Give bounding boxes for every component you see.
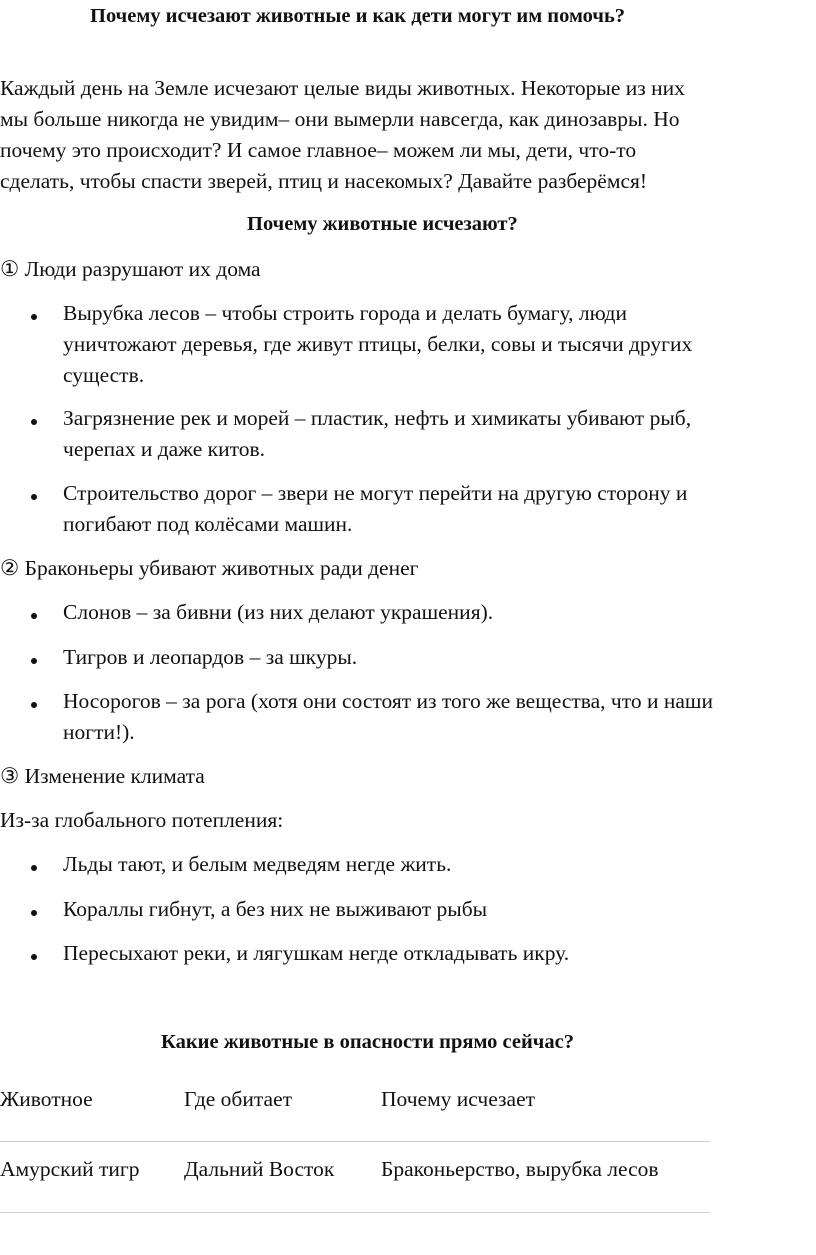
list-item-line: уничтожают деревья, где живут птицы, белки, совы и тысячи других bbox=[63, 332, 693, 356]
reason-heading-2 bbox=[0, 556, 418, 581]
page-title: Почему исчезают животные и как дети могут им помочь? bbox=[90, 5, 626, 27]
reason-label: Браконьеры убивают животных ради денег bbox=[24, 556, 419, 580]
list-item-line: Слонов – за бивни (из них делают украшения). bbox=[63, 600, 494, 624]
intro-line: почему это происходит? И самое главное– можем ли мы, дети, что-то bbox=[0, 138, 637, 162]
section-heading-endangered: Какие животные в опасности прямо сейчас? bbox=[161, 1031, 574, 1053]
table-cell: Дальний Восток bbox=[184, 1157, 335, 1181]
bullet-icon bbox=[31, 954, 37, 960]
table-divider bbox=[0, 1141, 710, 1142]
table-cell: Амурский тигр bbox=[0, 1157, 140, 1181]
intro-line: Каждый день на Земле исчезают целые виды животных. Некоторые из них bbox=[0, 76, 685, 100]
reason-label: Люди разрушают их дома bbox=[24, 257, 261, 281]
intro-line: мы больше никогда не увидим– они вымерли навсегда, как динозавры. Но bbox=[0, 107, 680, 131]
intro-line: сделать, чтобы спасти зверей, птиц и насекомых? Давайте разберёмся! bbox=[0, 169, 648, 193]
bullet-icon bbox=[31, 865, 37, 871]
list-item-line: погибают под колёсами машин. bbox=[63, 512, 353, 536]
table-header-cell: Животное bbox=[0, 1087, 93, 1111]
list-item-line: Вырубка лесов – чтобы строить города и делать бумагу, люди bbox=[63, 301, 627, 325]
list-item-line: Тигров и леопардов – за шкуры. bbox=[63, 645, 358, 669]
reason-lead-text: Из-за глобального потепления: bbox=[0, 808, 284, 832]
list-item-line: Носорогов – за рога (хотя они состоят из того же вещества, что и наши bbox=[63, 689, 713, 713]
table-cell: Браконьерство, вырубка лесов bbox=[381, 1157, 659, 1181]
list-item-line: Кораллы гибнут, а без них не выживают рыбы bbox=[63, 897, 488, 921]
bullet-icon bbox=[31, 613, 37, 619]
table-header-cell: Почему исчезает bbox=[381, 1087, 536, 1111]
reason-heading-3 bbox=[0, 764, 205, 789]
bullet-icon bbox=[31, 658, 37, 664]
table-divider bbox=[0, 1212, 710, 1213]
circled-number-1: ① bbox=[0, 257, 20, 281]
list-item-line: существ. bbox=[63, 363, 145, 387]
reason-label: Изменение климата bbox=[24, 764, 205, 788]
bullet-icon bbox=[31, 419, 37, 425]
list-item-line: Строительство дорог – звери не могут перейти на другую сторону и bbox=[63, 481, 688, 505]
bullet-icon bbox=[31, 494, 37, 500]
list-item-line: ногти!). bbox=[63, 720, 135, 744]
table-header-cell: Где обитает bbox=[184, 1087, 293, 1111]
bullet-icon bbox=[31, 702, 37, 708]
list-item-line: Льды тают, и белым медведям негде жить. bbox=[63, 852, 452, 876]
list-item-line: Пересыхают реки, и лягушкам негде откладывать икру. bbox=[63, 941, 570, 965]
circled-number-2: ② bbox=[0, 556, 20, 580]
list-item-line: черепах и даже китов. bbox=[63, 437, 266, 461]
list-item-line: Загрязнение рек и морей – пластик, нефть и химикаты убивают рыб, bbox=[63, 406, 692, 430]
bullet-icon bbox=[31, 314, 37, 320]
bullet-icon bbox=[31, 910, 37, 916]
section-heading-why: Почему животные исчезают? bbox=[247, 213, 518, 235]
reason-heading-1 bbox=[0, 257, 261, 282]
circled-number-3: ③ bbox=[0, 764, 20, 788]
